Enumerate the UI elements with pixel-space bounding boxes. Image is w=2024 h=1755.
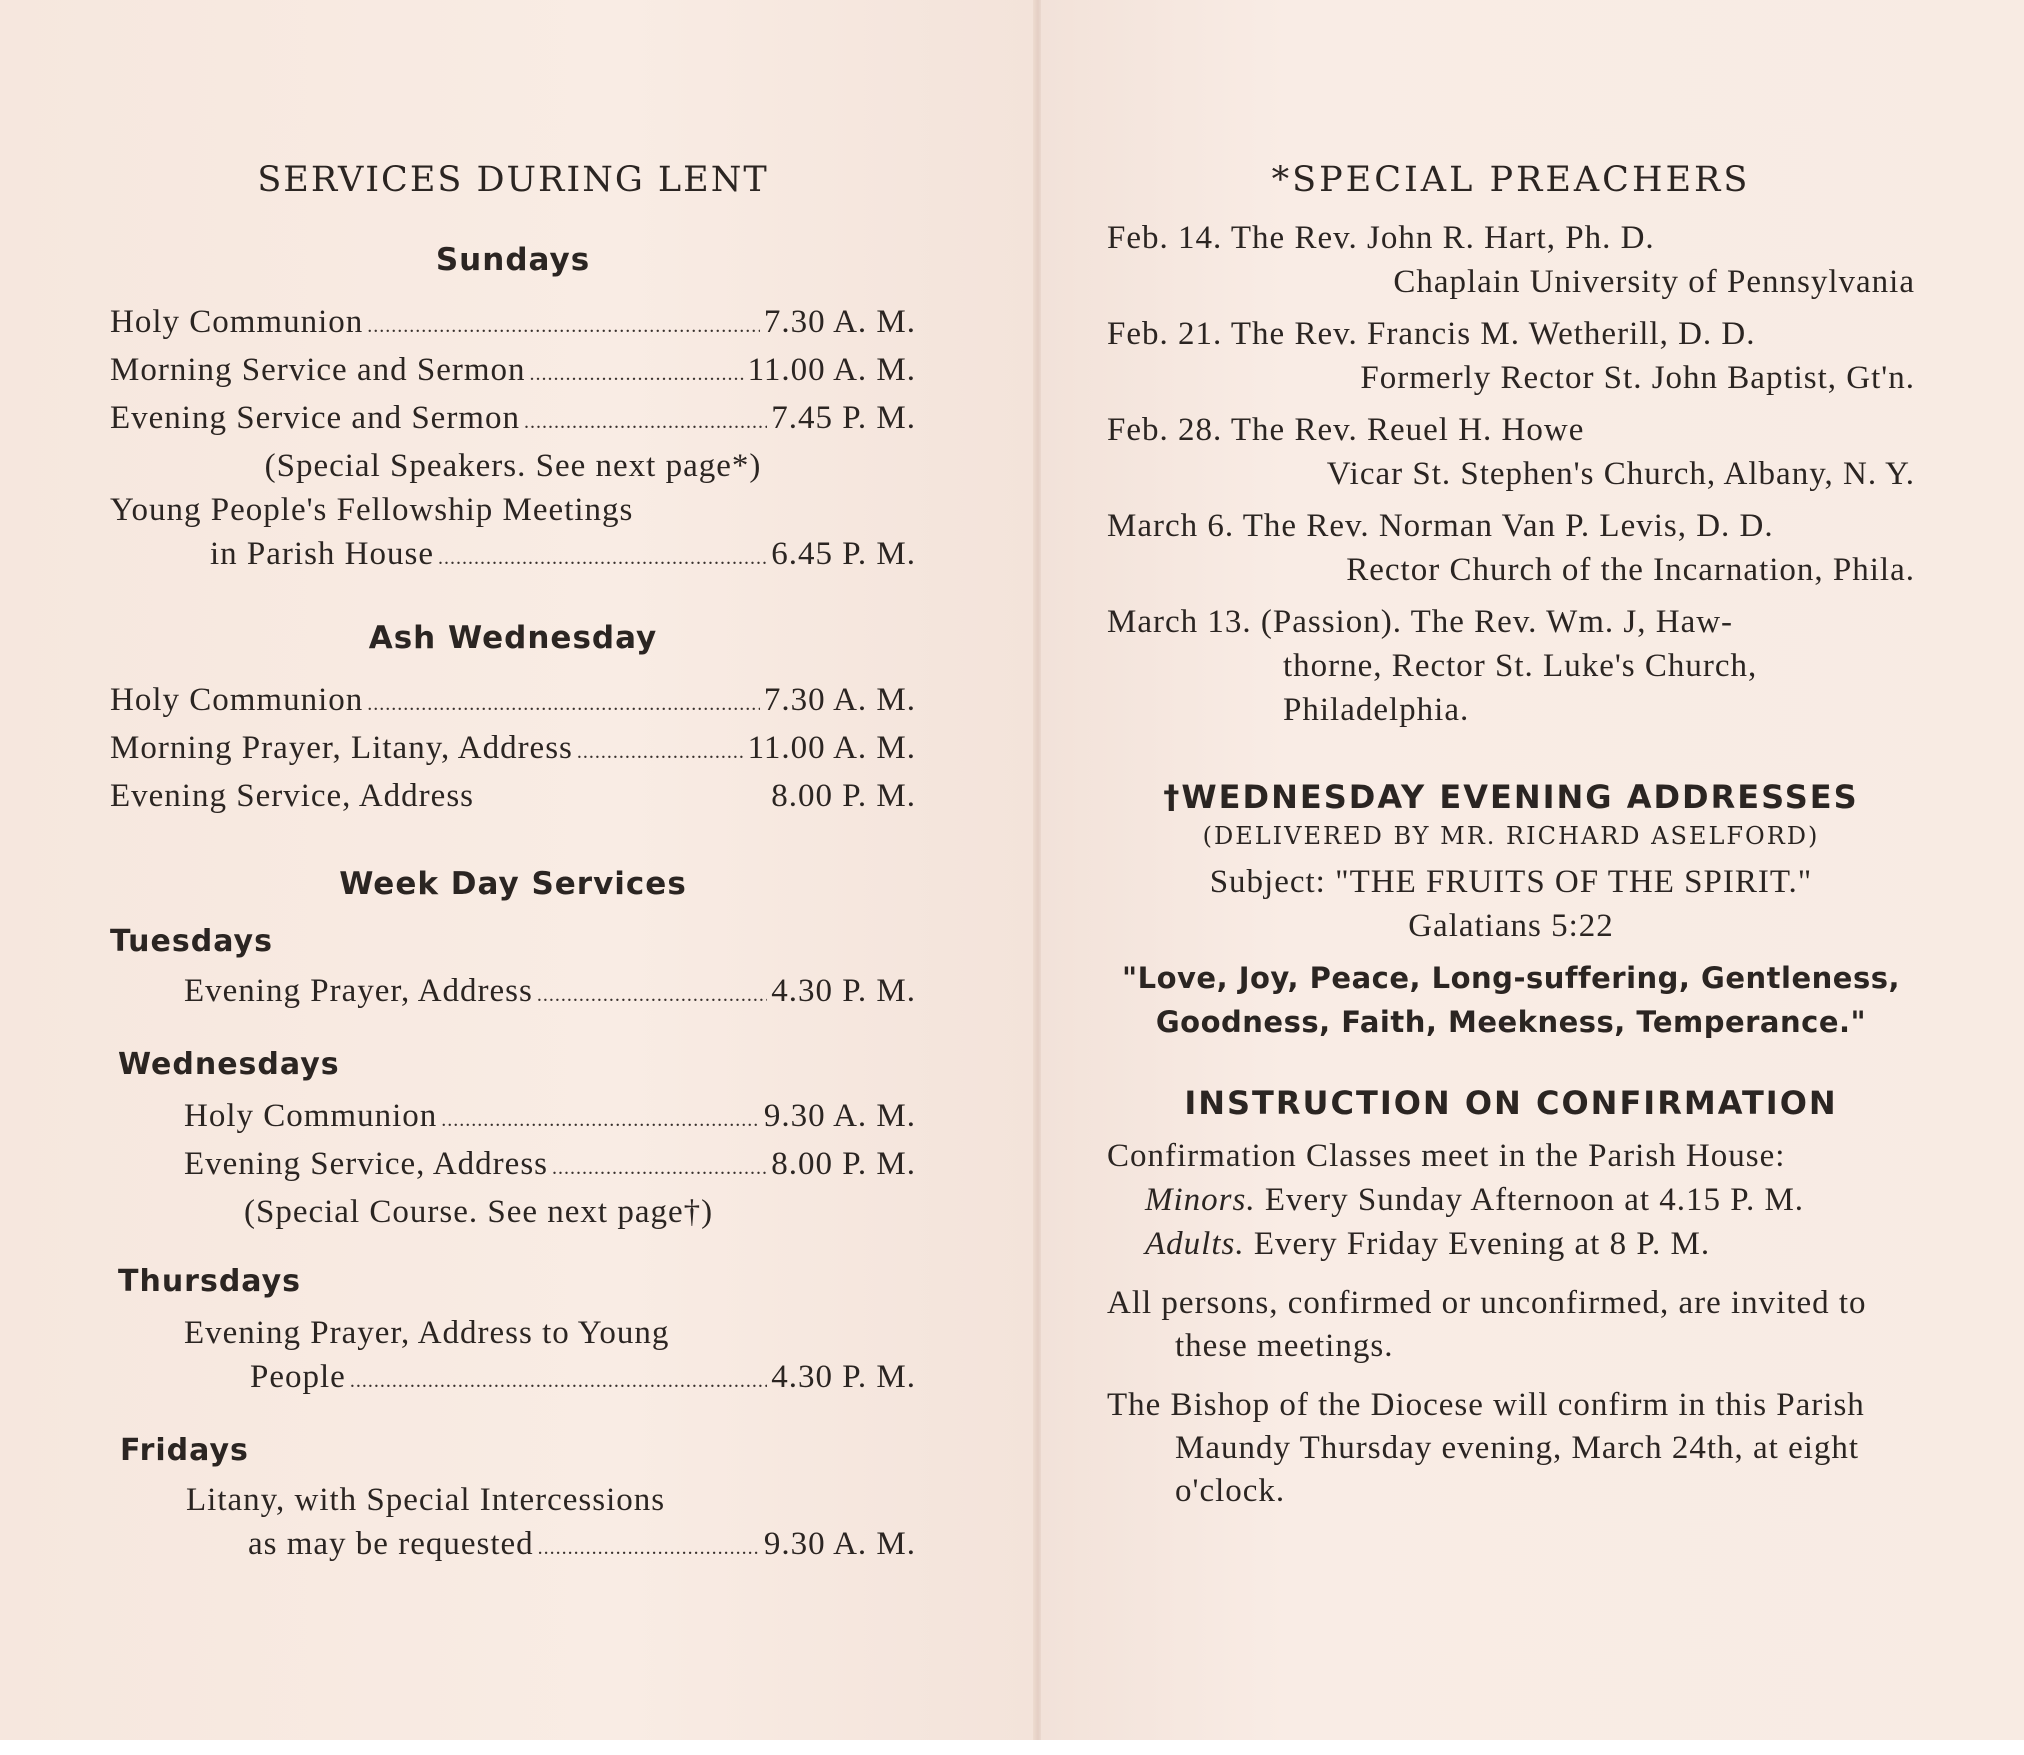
service-row [110,396,916,444]
preacher-line: Feb. 28. The Rev. Reuel H. Howe [1107,412,1585,448]
subject-line: Subject: "THE FRUITS OF THE SPIRIT." [1209,864,1813,900]
preacher-entry [1107,216,1915,304]
fridays-heading: Fridays [120,1433,249,1468]
bishop-paragraph: The Bishop of the Diocese will confirm in this Parish Maundy Thursday evening, March 24th, at eight o'clock. [1107,1387,1865,1509]
service-label: Evening Service, Address [110,778,475,814]
ash-wednesday-list [110,678,916,818]
leader-dots [538,1522,760,1570]
adults-label: Adults. [1145,1226,1245,1262]
service-row [186,1522,916,1570]
preachers-title: *SPECIAL PREACHERS [1271,160,1751,200]
service-label: Evening Prayer, Address [184,973,533,1009]
preacher-affiliation: Philadelphia. [1283,692,1470,728]
service-label: Holy Communion [110,682,364,718]
leader-dots [530,348,744,396]
service-label: People [250,1359,346,1395]
service-time: 4.30 P. M. [771,973,916,1009]
thursdays-list [110,1311,916,1403]
ypf-line: Young People's Fellowship Meetings [110,492,634,528]
confirmation-title: INSTRUCTION ON CONFIRMATION [1184,1084,1838,1122]
confirmation-body [1107,1134,1915,1513]
leader-dots [367,678,760,726]
leader-dots [367,300,760,348]
leader-dots [552,1142,767,1190]
service-label: Holy Communion [110,304,364,340]
preacher-line: March 6. The Rev. Norman Van P. Levis, D. D. [1107,508,1774,544]
wednesdays-list [110,1094,916,1234]
service-time: 8.00 P. M. [771,778,916,814]
service-row [184,1094,916,1142]
service-label: Evening Service and Sermon [110,400,520,436]
preacher-line: March 13. (Passion). The Rev. Wm. J, Haw- [1107,604,1734,640]
service-time: 9.30 A. M. [763,1526,916,1562]
thursdays-line: Evening Prayer, Address to Young [184,1315,670,1351]
preacher-line: Feb. 14. The Rev. John R. Hart, Ph. D. [1107,220,1655,256]
service-time: 11.00 A. M. [747,730,916,766]
service-label: in Parish House [210,536,434,572]
minors-label: Minors. [1145,1182,1256,1218]
leader-dots [524,396,767,444]
week-day-heading: Week Day Services [339,866,687,902]
scan-margin [0,1740,2024,1755]
leader-dots [537,969,767,1017]
preacher-affiliation: Rector Church of the Incarnation, Phila. [1346,552,1915,588]
leader-dots [438,532,767,580]
preacher-entry [1107,312,1915,400]
quote-line: Goodness, Faith, Meekness, Temperance." [1155,1005,1867,1039]
service-time: 7.30 A. M. [763,304,916,340]
service-row [110,774,916,818]
scripture-reference: Galatians 5:22 [1408,908,1614,944]
service-row [110,726,916,774]
fridays-list [110,1478,916,1570]
sundays-list [110,300,916,580]
service-row [184,1355,916,1403]
service-label: Holy Communion [184,1098,438,1134]
ash-wednesday-heading: Ash Wednesday [368,620,658,656]
service-time: 7.45 P. M. [771,400,916,436]
service-time: 8.00 P. M. [771,1146,916,1182]
minors-line [1107,1178,1915,1222]
service-label: as may be requested [248,1526,534,1562]
thursdays-heading: Thursdays [118,1264,302,1299]
left-page [110,160,916,1570]
sundays-note: (Special Speakers. See next page*) [264,448,762,484]
leader-dots [441,1094,760,1142]
minors-text: Every Sunday Afternoon at 4.15 P. M. [1264,1182,1805,1218]
tuesdays-heading: Tuesdays [110,924,273,959]
adults-line [1107,1222,1915,1266]
right-page [1107,160,1915,1513]
wednesday-addresses-title: †WEDNESDAY EVENING ADDRESSES [1163,778,1859,816]
service-row [110,678,916,726]
preacher-entry [1107,504,1915,592]
adults-text: Every Friday Evening at 8 P. M. [1253,1226,1711,1262]
preacher-entry [1107,600,1915,732]
preacher-entry [1107,408,1915,496]
leader-dots [350,1355,767,1403]
wednesdays-note: (Special Course. See next page†) [244,1194,714,1230]
preacher-line: Feb. 21. The Rev. Francis M. Wetherill, D. D. [1107,316,1756,352]
service-row [110,969,916,1017]
services-title: SERVICES DURING LENT [257,160,769,200]
service-time: 4.30 P. M. [771,1359,916,1395]
service-time: 9.30 A. M. [763,1098,916,1134]
service-row [110,300,916,348]
service-row [110,532,916,580]
confirmation-intro: Confirmation Classes meet in the Parish House: [1107,1138,1786,1174]
service-time: 6.45 P. M. [771,536,916,572]
preacher-affiliation: thorne, Rector St. Luke's Church, [1283,648,1758,684]
service-time: 11.00 A. M. [747,352,916,388]
sundays-heading: Sundays [435,242,591,278]
service-time: 7.30 A. M. [763,682,916,718]
service-label: Morning Service and Sermon [110,352,526,388]
preachers-list [1107,216,1915,732]
quote-line: "Love, Joy, Peace, Long-suffering, Gentleness, [1122,961,1900,995]
fridays-line: Litany, with Special Intercessions [186,1482,666,1518]
preacher-affiliation: Formerly Rector St. John Baptist, Gt'n. [1360,360,1915,396]
invite-paragraph: All persons, confirmed or unconfirmed, are invited to these meetings. [1107,1285,1867,1364]
preacher-affiliation: Vicar St. Stephen's Church, Albany, N. Y. [1326,456,1915,492]
delivered-by: (DELIVERED BY MR. RICHARD ASELFORD) [1202,822,1820,850]
wednesdays-heading: Wednesdays [118,1047,340,1082]
service-label: Morning Prayer, Litany, Address [110,730,573,766]
service-row [110,348,916,396]
leader-dots [577,726,744,774]
preacher-affiliation: Chaplain University of Pennsylvania [1393,264,1915,300]
service-label: Evening Service, Address [184,1146,549,1182]
service-row [184,1142,916,1190]
